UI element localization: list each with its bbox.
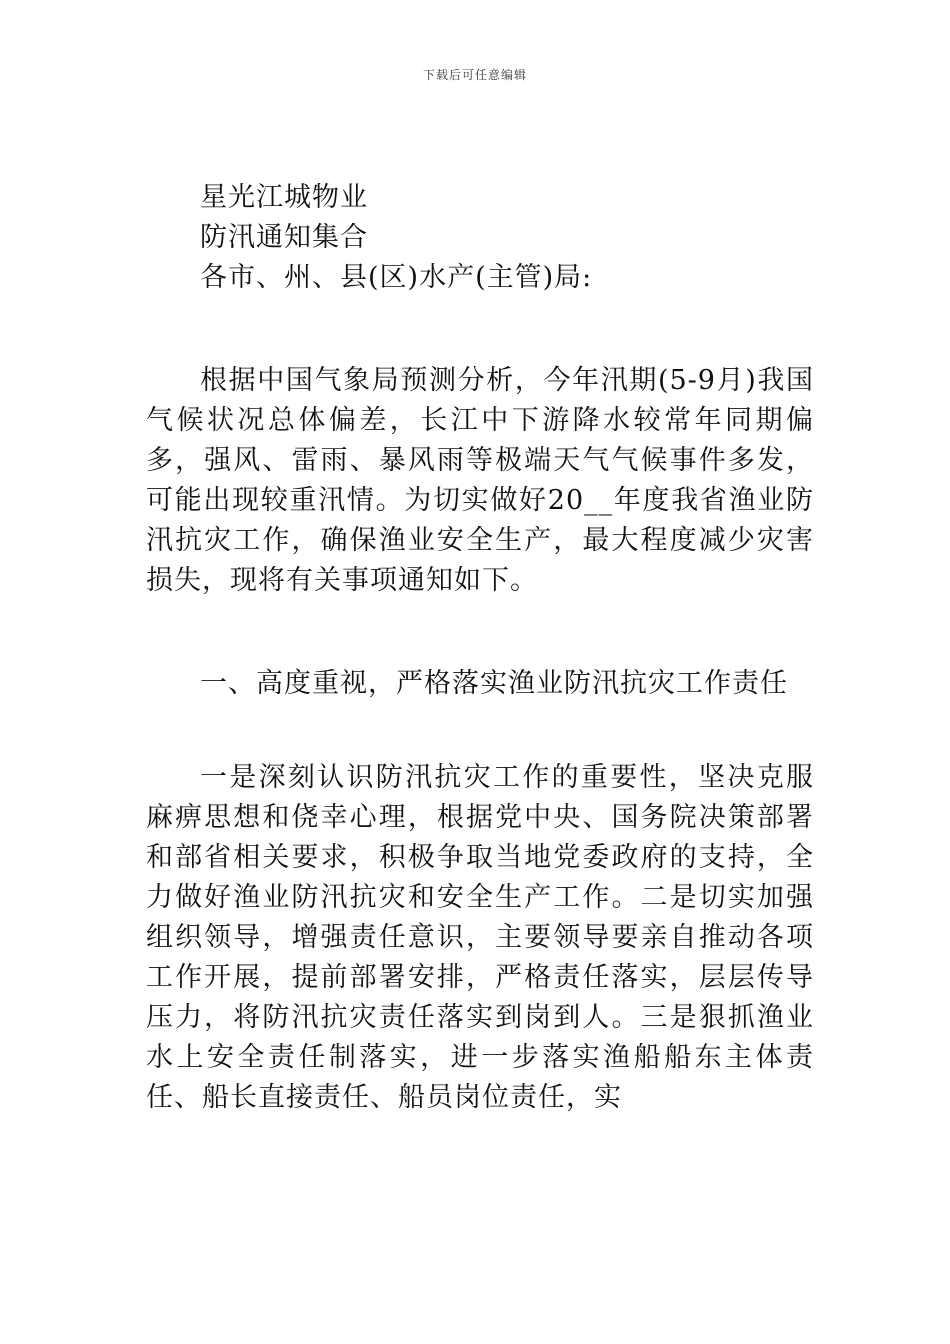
document-body: [146, 178, 814, 1118]
spacer: [146, 298, 814, 361]
header-note: 下载后可任意编辑: [422, 68, 527, 82]
spacer: [146, 601, 814, 664]
section-paragraph: 一是深刻认识防汛抗灾工作的重要性，坚决克服麻痹思想和侥幸心理，根据党中央、国务院决策部署和部省相关要求，积极争取当地党委政府的支持，全力做好渔业防汛抗灾和安全生产工作。二是切实加强组织领导，增强责任意识，主要领导要亲自推动各项工作开展，提前部署安排，严格责任落实，层层传导压力，将防汛抗灾责任落实到岗到人。三是狠抓渔业水上安全责任制落实，进一步落实渔船船东主体责任、船长直接责任、船员岗位责任，实: [146, 762, 814, 1113]
section-heading: 一、高度重视，严格落实渔业防汛抗灾工作责任: [200, 668, 788, 699]
company-name: 星光江城物业: [200, 182, 368, 213]
addressee: 各市、州、县(区)水产(主管)局:: [200, 262, 593, 293]
document-title: 防汛通知集合: [200, 222, 368, 253]
intro-paragraph: 根据中国气象局预测分析，今年汛期(5-9月)我国气候状况总体偏差，长江中下游降水较常年同期偏多，强风、雷雨、暴风雨等极端天气气候事件多发，可能出现较重汛情。为切实做好20__年度我省渔业防汛抗灾工作，确保渔业安全生产，最大程度减少灾害损失，现将有关事项通知如下。: [146, 365, 814, 596]
spacer: [146, 704, 814, 758]
